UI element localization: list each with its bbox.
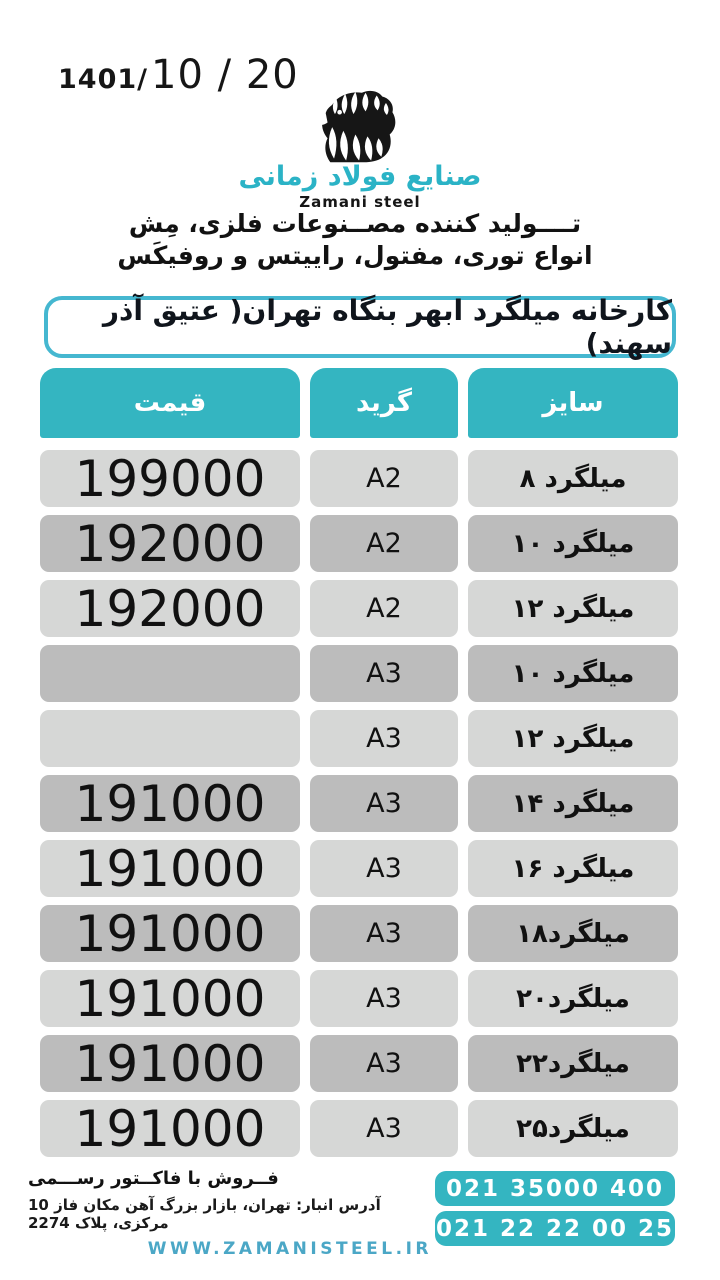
phone-number-2: 021 22 22 00 25: [435, 1211, 675, 1246]
price-value: [40, 645, 300, 702]
grade-value: A3: [310, 775, 458, 832]
table-row: [40, 1100, 678, 1157]
grade-value: A3: [310, 840, 458, 897]
grade-value: A3: [310, 710, 458, 767]
table-row: [40, 775, 678, 832]
size-value: میلگرد ۱۰: [468, 515, 678, 572]
grade-value: A2: [310, 450, 458, 507]
size-value: میلگرد ۸: [468, 450, 678, 507]
phone-number-1: 021 35000 400: [435, 1171, 675, 1206]
grade-value: A3: [310, 970, 458, 1027]
table-row: [40, 840, 678, 897]
table-row: [40, 645, 678, 702]
table-row: [40, 905, 678, 962]
date-day-month: 10 / 20: [151, 52, 299, 98]
table-row: [40, 450, 678, 507]
price-value: 191000: [40, 840, 300, 897]
column-header-grade: گرید: [310, 368, 458, 438]
tagline-line2: انواع توری، مفتول، راییتس و روفیکَس: [117, 241, 593, 270]
grade-value: A3: [310, 645, 458, 702]
column-header-price: قیمت: [40, 368, 300, 438]
warehouse-address: آدرس انبار: تهران، بازار بزرگ آهن مکان فاز 10 مرکزی، پلاک 2274: [28, 1196, 381, 1232]
grade-value: A3: [310, 905, 458, 962]
footer-info: [28, 1168, 432, 1259]
table-row: [40, 710, 678, 767]
phone-badges: [435, 1171, 675, 1246]
table-row: [40, 1035, 678, 1092]
price-value: 192000: [40, 515, 300, 572]
grade-value: A3: [310, 1035, 458, 1092]
date-year: 1401/: [58, 64, 149, 95]
brand-name-farsi: صنایع فولاد زمانی: [238, 161, 482, 192]
price-value: 191000: [40, 970, 300, 1027]
size-value: میلگرد۱۸: [468, 905, 678, 962]
column-header-size: سایز: [468, 368, 678, 438]
size-value: میلگرد۲۰: [468, 970, 678, 1027]
size-value: میلگرد۲۲: [468, 1035, 678, 1092]
size-value: میلگرد ۱۲: [468, 710, 678, 767]
tiger-head-icon: [302, 90, 418, 166]
website-url: WWW.ZAMANISTEEL.IR: [147, 1239, 432, 1259]
price-value: 199000: [40, 450, 300, 507]
table-row: [40, 580, 678, 637]
price-value: 191000: [40, 905, 300, 962]
grade-value: A2: [310, 580, 458, 637]
company-logo: [0, 90, 720, 211]
price-value: 192000: [40, 580, 300, 637]
tagline-line1: تــــولید کننده مصــنوعات فلزی، مِش: [128, 209, 582, 238]
price-value: 191000: [40, 1035, 300, 1092]
size-value: میلگرد ۱۰: [468, 645, 678, 702]
brand-name-english: Zamani steel: [299, 193, 421, 211]
size-value: میلگرد ۱۶: [468, 840, 678, 897]
table-header-row: [40, 368, 678, 438]
price-value: 191000: [40, 775, 300, 832]
grade-value: A3: [310, 1100, 458, 1157]
price-table-body: [40, 450, 678, 1157]
size-value: میلگرد ۱۴: [468, 775, 678, 832]
price-value: [40, 710, 300, 767]
tagline: [0, 208, 710, 272]
size-value: میلگرد ۱۲: [468, 580, 678, 637]
table-row: [40, 515, 678, 572]
table-row: [40, 970, 678, 1027]
grade-value: A2: [310, 515, 458, 572]
factory-title-banner: کارخانه میلگرد ابهر بنگاه تهران( عتیق آذر سهند): [44, 296, 676, 358]
size-value: میلگرد۲۵: [468, 1100, 678, 1157]
price-value: 191000: [40, 1100, 300, 1157]
official-invoice-note: فــروش با فاکــتور رســـمی: [28, 1168, 279, 1189]
